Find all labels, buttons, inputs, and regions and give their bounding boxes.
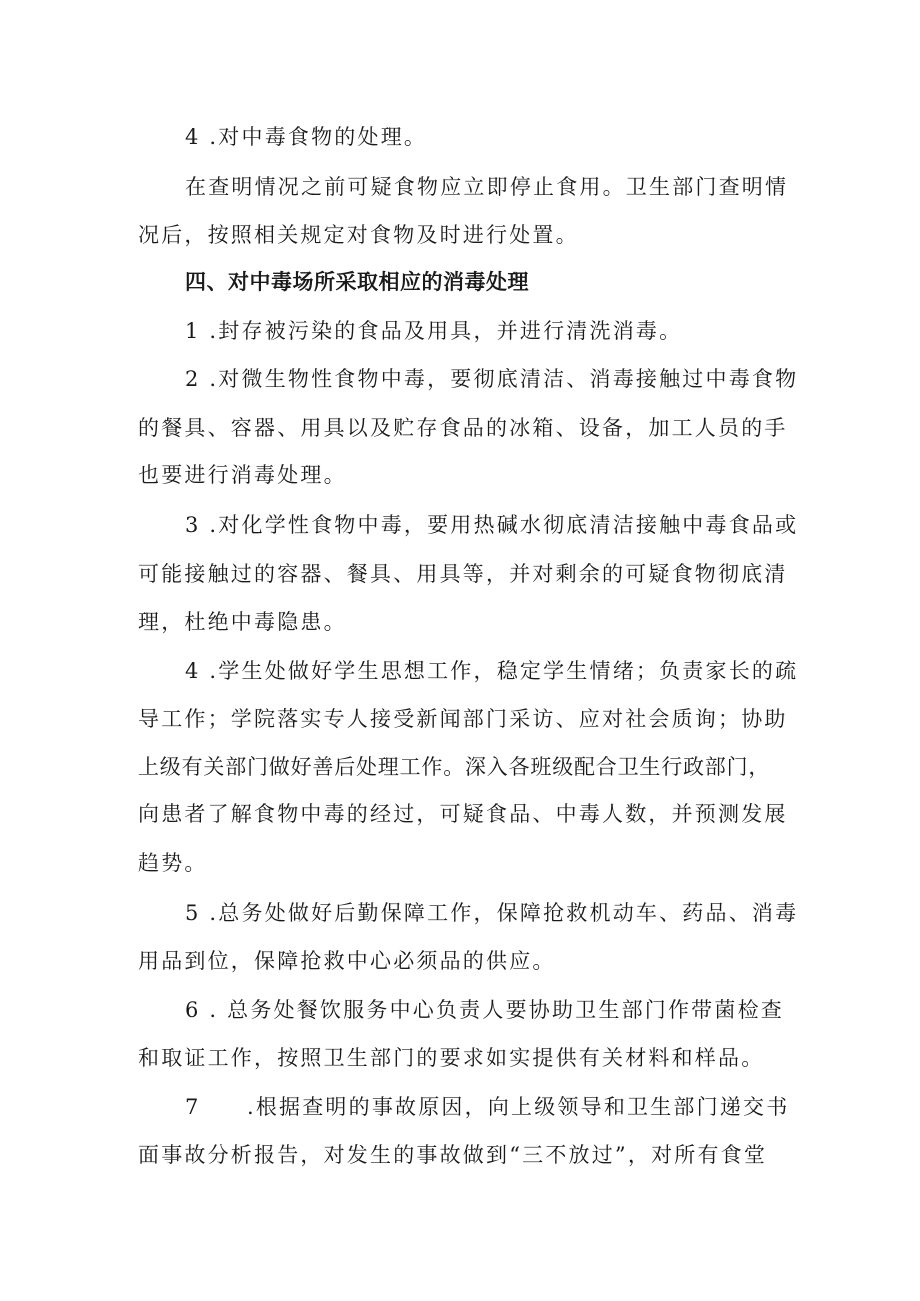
list-item-7: 7 .根据查明的事故原因，向上级领导和卫生部门递交书: [185, 1095, 790, 1119]
list-item-4: 4 .学生处做好学生思想工作，稳定学生情绪；负责家长的疏: [185, 659, 799, 683]
paragraph-line: 在查明情况之前可疑食物应立即停止食用。卫生部门查明情: [185, 175, 789, 199]
paragraph-line: 用品到位，保障抢救中心必须品的供应。: [138, 949, 556, 973]
list-item-2: 2 .对微生物性食物中毒，要彻底清洁、消毒接触过中毒食物: [185, 367, 799, 391]
section-item-4-title: 4 .对中毒食物的处理。: [185, 125, 428, 149]
paragraph-line: 面事故分析报告，对发生的事故做到“三不放过”，对所有食堂: [138, 1143, 768, 1167]
paragraph-line: 上级有关部门做好善后处理工作。深入各班级配合卫生行政部门，: [138, 755, 771, 779]
list-item-6: 6 . 总务处餐饮服务中心负责人要协助卫生部门作带菌检查: [185, 998, 784, 1022]
list-item-1: 1 .封存被污染的食品及用具，并进行清洗消毒。: [185, 319, 683, 343]
section-heading-four: 四、对中毒场所采取相应的消毒处理: [185, 270, 529, 294]
paragraph-line: 也要进行消毒处理。: [138, 463, 347, 487]
paragraph-line: 理，杜绝中毒隐患。: [138, 610, 347, 634]
paragraph-line: 可能接触过的容器、餐具、用具等，并对剩余的可疑食物彻底清: [138, 562, 788, 586]
list-item-5: 5 .总务处做好后勤保障工作，保障抢救机动车、药品、消毒: [185, 901, 799, 925]
paragraph-line: 的餐具、容器、用具以及贮存食品的冰箱、设备，加工人员的手: [138, 416, 788, 440]
paragraph-line: 向患者了解食物中毒的经过，可疑食品、中毒人数，并预测发展: [138, 802, 788, 826]
paragraph-line: 导工作；学院落实专人接受新闻部门采访、应对社会质询；协助: [138, 707, 788, 731]
paragraph-line: 趋势。: [138, 851, 208, 875]
paragraph-line: 况后，按照相关规定对食物及时进行处置。: [138, 223, 579, 247]
list-item-3: 3 .对化学性食物中毒，要用热碱水彻底清洁接触中毒食品或: [185, 513, 799, 537]
paragraph-line: 和取证工作，按照卫生部门的要求如实提供有关材料和样品。: [138, 1046, 765, 1070]
